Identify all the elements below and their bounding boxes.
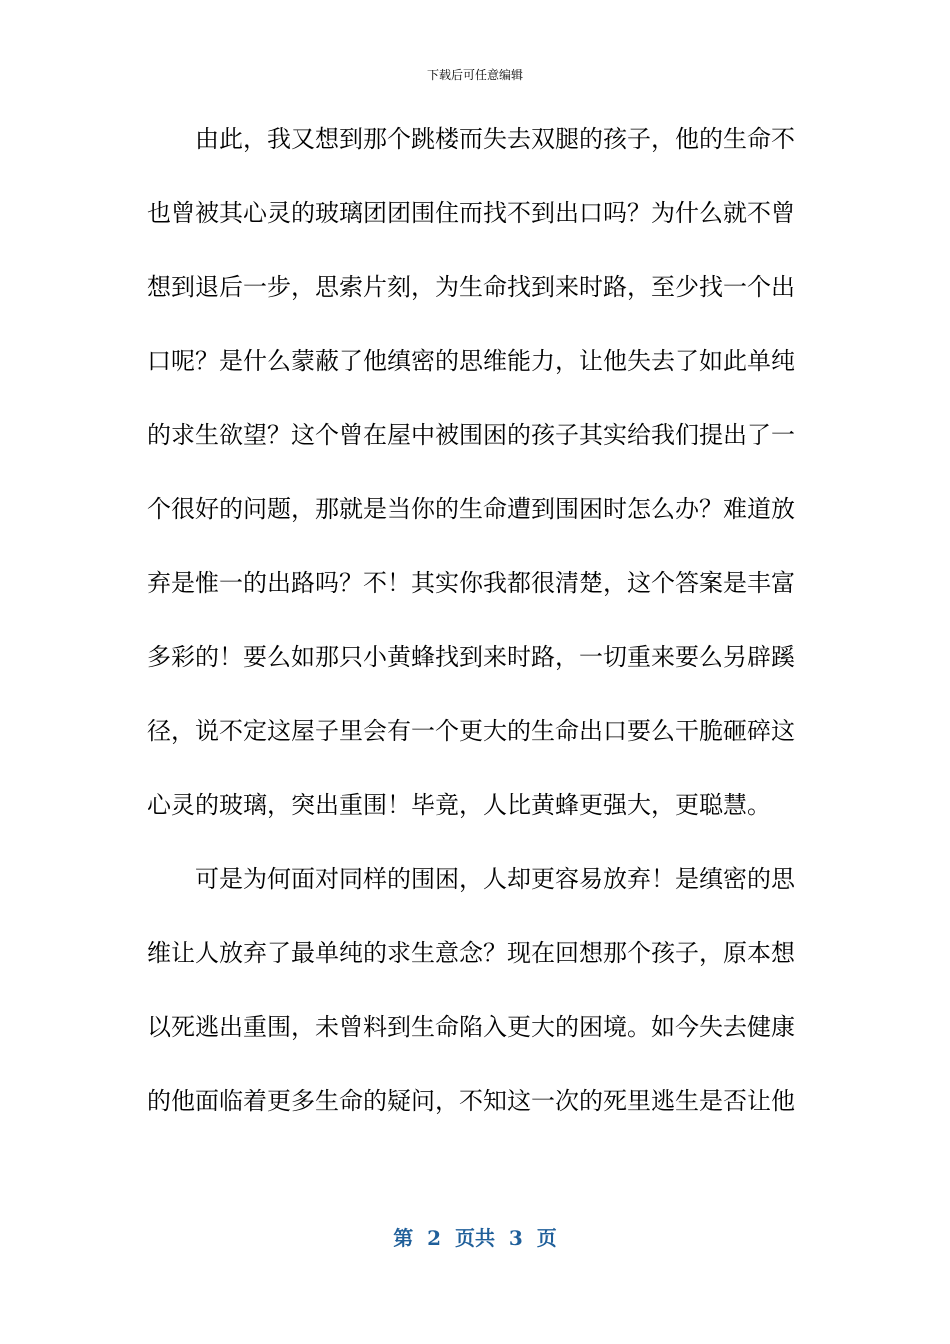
- text-line: 心灵的玻璃，突出重围！毕竟，人比黄蜂更强大，更聪慧。: [147, 791, 771, 819]
- page-number-footer: 第 2 页共 3 页: [393, 1226, 557, 1250]
- page-header: 下载后可任意编辑: [426, 68, 523, 82]
- paragraph: [147, 121, 795, 824]
- text-line: 径，说不定这屋子里会有一个更大的生命出口要么干脆砸碎这: [147, 717, 795, 745]
- text-line: 口呢？是什么蒙蔽了他缜密的思维能力，让他失去了如此单纯: [147, 347, 795, 375]
- text-line: 的他面临着更多生命的疑问，不知这一次的死里逃生是否让他: [147, 1087, 795, 1115]
- document-body: [147, 121, 795, 1157]
- text-line: 个很好的问题，那就是当你的生命遭到围困时怎么办？难道放: [147, 495, 795, 523]
- text-line: 以死逃出重围，未曾料到生命陷入更大的困境。如今失去健康: [147, 1013, 795, 1041]
- text-line: 维让人放弃了最单纯的求生意念？现在回想那个孩子，原本想: [147, 939, 795, 967]
- text-line: 的求生欲望？这个曾在屋中被围困的孩子其实给我们提出了一: [147, 421, 795, 449]
- paragraph: [147, 861, 795, 1120]
- text-line: 也曾被其心灵的玻璃团团围住而找不到出口吗？为什么就不曾: [147, 199, 795, 227]
- text-line: 想到退后一步，思索片刻，为生命找到来时路，至少找一个出: [147, 273, 795, 301]
- text-line: 多彩的！要么如那只小黄蜂找到来时路，一切重来要么另辟蹊: [147, 643, 795, 671]
- text-line: 由此，我又想到那个跳楼而失去双腿的孩子，他的生命不: [195, 125, 795, 153]
- text-line: 弃是惟一的出路吗？不！其实你我都很清楚，这个答案是丰富: [147, 569, 795, 597]
- text-line: 可是为何面对同样的围困，人却更容易放弃！是缜密的思: [195, 865, 795, 893]
